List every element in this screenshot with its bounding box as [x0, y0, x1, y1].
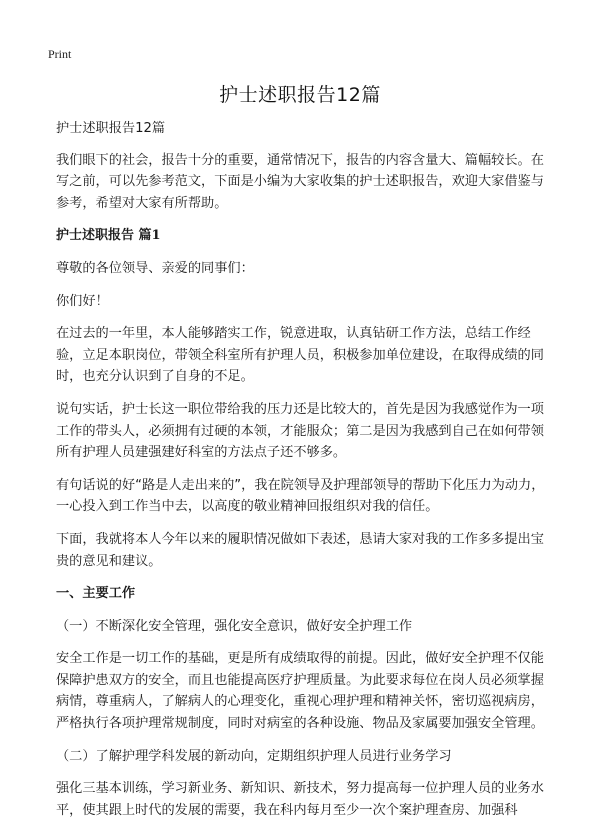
body-paragraph: 安全工作是一切工作的基础，更是所有成绩取得的前提。因此，做好安全护理不仅能保障护患双方的安全，而且也能提高医疗护理质量。为此要求每位在岗人员必须掌握病情，尊重病人，了解病人的心理变化，重视心理护理和精神关怀，密切巡视病房，严格执行各项护理常规制度，同时对病室的各种设施、物品及家属要加强安全管理。	[56, 651, 544, 732]
body-paragraph: 说句实话，护士长这一职位带给我的压力还是比较大的，首先是因为我感觉作为一项工作的带头人，必须拥有过硬的本领，才能服众；第二是因为我感到自己在如何带领所有护理人员建强建好科室的方法点子还不够多。	[56, 401, 544, 461]
subsection-heading: （一）不断深化安全管理，强化安全意识，做好安全护理工作	[56, 618, 413, 634]
salutation: 尊敬的各位领导、亲爱的同事们：	[56, 260, 254, 276]
document-subtitle: 护士述职报告12篇	[56, 121, 166, 136]
intro-paragraph: 我们眼下的社会，报告十分的重要，通常情况下，报告的内容含量大、篇幅较长。在写之前，可以先参考范文，下面是小编为大家收集的护士述职报告，欢迎大家借鉴与参考，希望对大家有所帮助。	[56, 152, 544, 211]
greeting: 你们好！	[56, 293, 109, 309]
body-paragraph: 有句话说的好“路是人走出来的”，我在院领导及护理部领导的帮助下化压力为动力，一心投入到工作当中去，以高度的敬业精神回报组织对我的信任。	[56, 477, 545, 515]
section-heading: 一、主要工作	[56, 586, 136, 602]
body-paragraph: 在过去的一年里，本人能够踏实工作，锐意进取，认真钻研工作方法，总结工作经验，立足本职岗位，带领全科室所有护理人员，积极参加单位建设，在取得成绩的同时，也充分认识到了自身的不足。	[56, 326, 544, 385]
print-label: Print	[48, 47, 72, 61]
document-title: 护士述职报告12篇	[219, 84, 381, 106]
subsection-heading: （二）了解护理学科发展的新动向，定期组织护理人员进行业务学习	[56, 748, 452, 764]
body-paragraph: 下面，我就将本人今年以来的履职情况做如下表述，恳请大家对我的工作多多提出宝贵的意见和建议。	[56, 531, 544, 569]
body-paragraph: 强化三基本训练，学习新业务、新知识、新技术，努力提高每一位护理人员的业务水平，使其跟上时代的发展的需要，我在科内每月至少一次个案护理查房、加强科	[56, 781, 544, 818]
document-body	[56, 118, 546, 832]
article-heading: 护士述职报告 篇1	[56, 228, 161, 244]
